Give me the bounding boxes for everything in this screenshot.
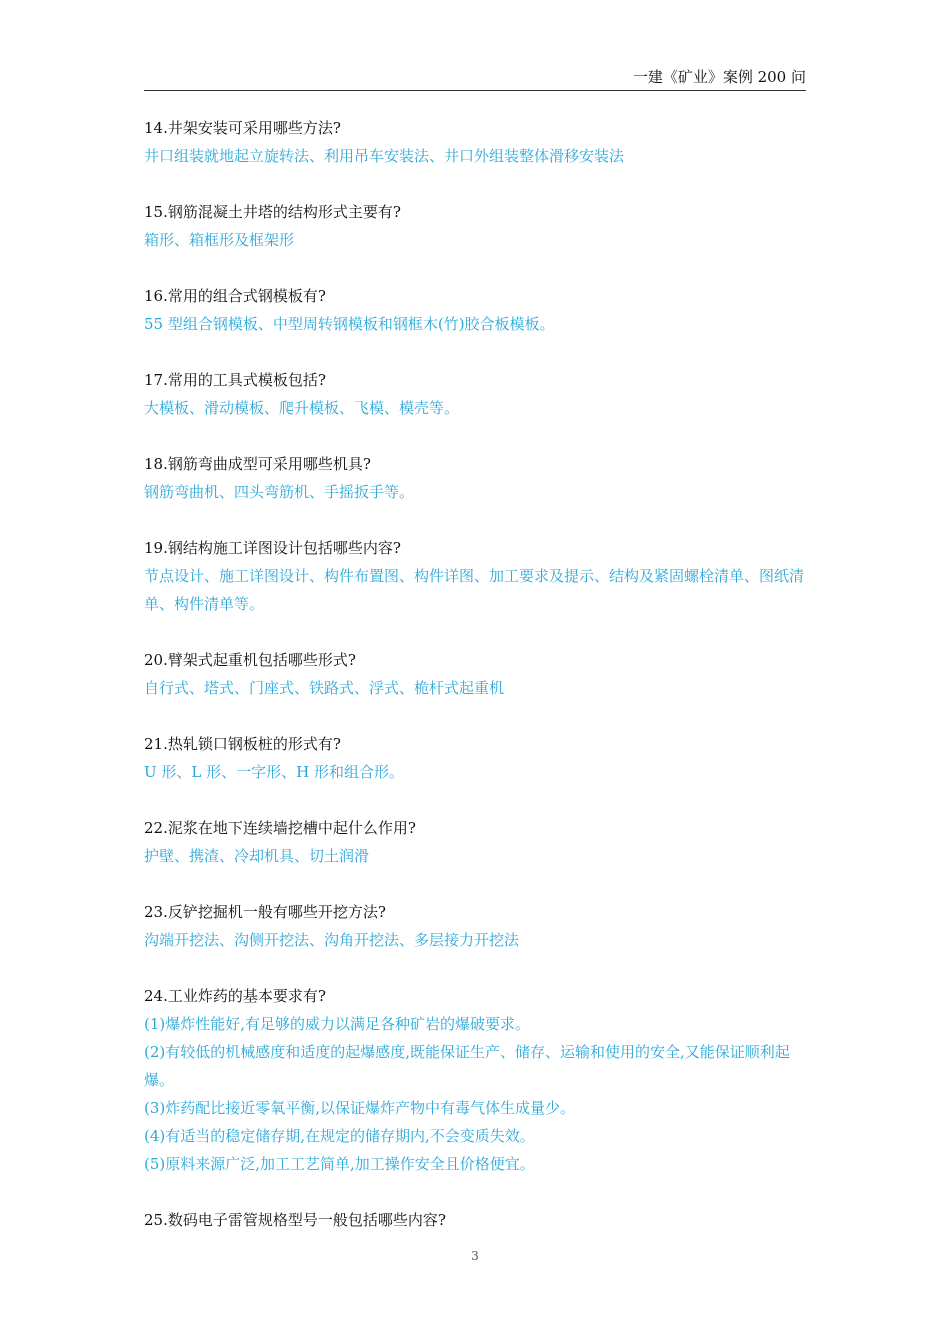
answer-point: (2)有较低的机械感度和适度的起爆感度,既能保证生产、储存、运输和使用的安全,又能保证顺利起爆。 bbox=[144, 1043, 790, 1089]
question: 19.钢结构施工详图设计包括哪些内容? bbox=[144, 539, 401, 557]
answer: 箱形、箱框形及框架形 bbox=[144, 231, 295, 249]
qa-item bbox=[144, 450, 808, 506]
answer: 节点设计、施工详图设计、构件布置图、构件详图、加工要求及提示、结构及紧固螺栓清单、图纸清单、构件清单等。 bbox=[144, 567, 805, 613]
question: 25.数码电子雷管规格型号一般包括哪些内容? bbox=[144, 1211, 446, 1229]
question: 22.泥浆在地下连续墙挖槽中起什么作用? bbox=[144, 819, 416, 837]
question: 15.钢筋混凝土井塔的结构形式主要有? bbox=[144, 203, 401, 221]
answer: 大模板、滑动模板、爬升模板、飞模、模壳等。 bbox=[144, 399, 460, 417]
page-header bbox=[144, 66, 806, 91]
qa-item bbox=[144, 114, 808, 170]
qa-list bbox=[144, 114, 808, 1262]
answer-point: (1)爆炸性能好,有足够的威力以满足各种矿岩的爆破要求。 bbox=[144, 1015, 531, 1033]
answer: 护壁、携渣、冷却机具、切土润滑 bbox=[144, 847, 370, 865]
qa-item bbox=[144, 730, 808, 786]
answer-point: (3)炸药配比接近零氧平衡,以保证爆炸产物中有毒气体生成量少。 bbox=[144, 1099, 576, 1117]
qa-item bbox=[144, 198, 808, 254]
question: 23.反铲挖掘机一般有哪些开挖方法? bbox=[144, 903, 386, 921]
qa-item bbox=[144, 366, 808, 422]
answer-point: (5)原料来源广泛,加工工艺简单,加工操作安全且价格便宜。 bbox=[144, 1155, 535, 1173]
qa-item bbox=[144, 534, 808, 618]
answer: U 形、L 形、一字形、H 形和组合形。 bbox=[144, 763, 404, 781]
answer: 55 型组合钢模板、中型周转钢模板和钢框木(竹)胶合板模板。 bbox=[144, 315, 555, 333]
question: 21.热轧锁口钢板桩的形式有? bbox=[144, 735, 341, 753]
answer: 钢筋弯曲机、四头弯筋机、手摇扳手等。 bbox=[144, 483, 415, 501]
page-number: 3 bbox=[471, 1249, 479, 1263]
qa-item bbox=[144, 1206, 808, 1234]
answer: 井口组装就地起立旋转法、利用吊车安装法、井口外组装整体滑移安装法 bbox=[144, 147, 625, 165]
qa-item bbox=[144, 282, 808, 338]
document-title: 一建《矿业》案例 200 问 bbox=[632, 68, 806, 86]
qa-item bbox=[144, 814, 808, 870]
question: 16.常用的组合式钢模板有? bbox=[144, 287, 326, 305]
qa-item bbox=[144, 898, 808, 954]
question: 17.常用的工具式模板包括? bbox=[144, 371, 326, 389]
question: 24.工业炸药的基本要求有? bbox=[144, 987, 326, 1005]
question: 14.井架安装可采用哪些方法? bbox=[144, 119, 341, 137]
question: 20.臂架式起重机包括哪些形式? bbox=[144, 651, 356, 669]
qa-item bbox=[144, 982, 808, 1178]
answer: 自行式、塔式、门座式、铁路式、浮式、桅杆式起重机 bbox=[144, 679, 505, 697]
question: 18.钢筋弯曲成型可采用哪些机具? bbox=[144, 455, 371, 473]
answer-point: (4)有适当的稳定储存期,在规定的储存期内,不会变质失效。 bbox=[144, 1127, 535, 1145]
qa-item bbox=[144, 646, 808, 702]
answer: 沟端开挖法、沟侧开挖法、沟角开挖法、多层接力开挖法 bbox=[144, 931, 520, 949]
